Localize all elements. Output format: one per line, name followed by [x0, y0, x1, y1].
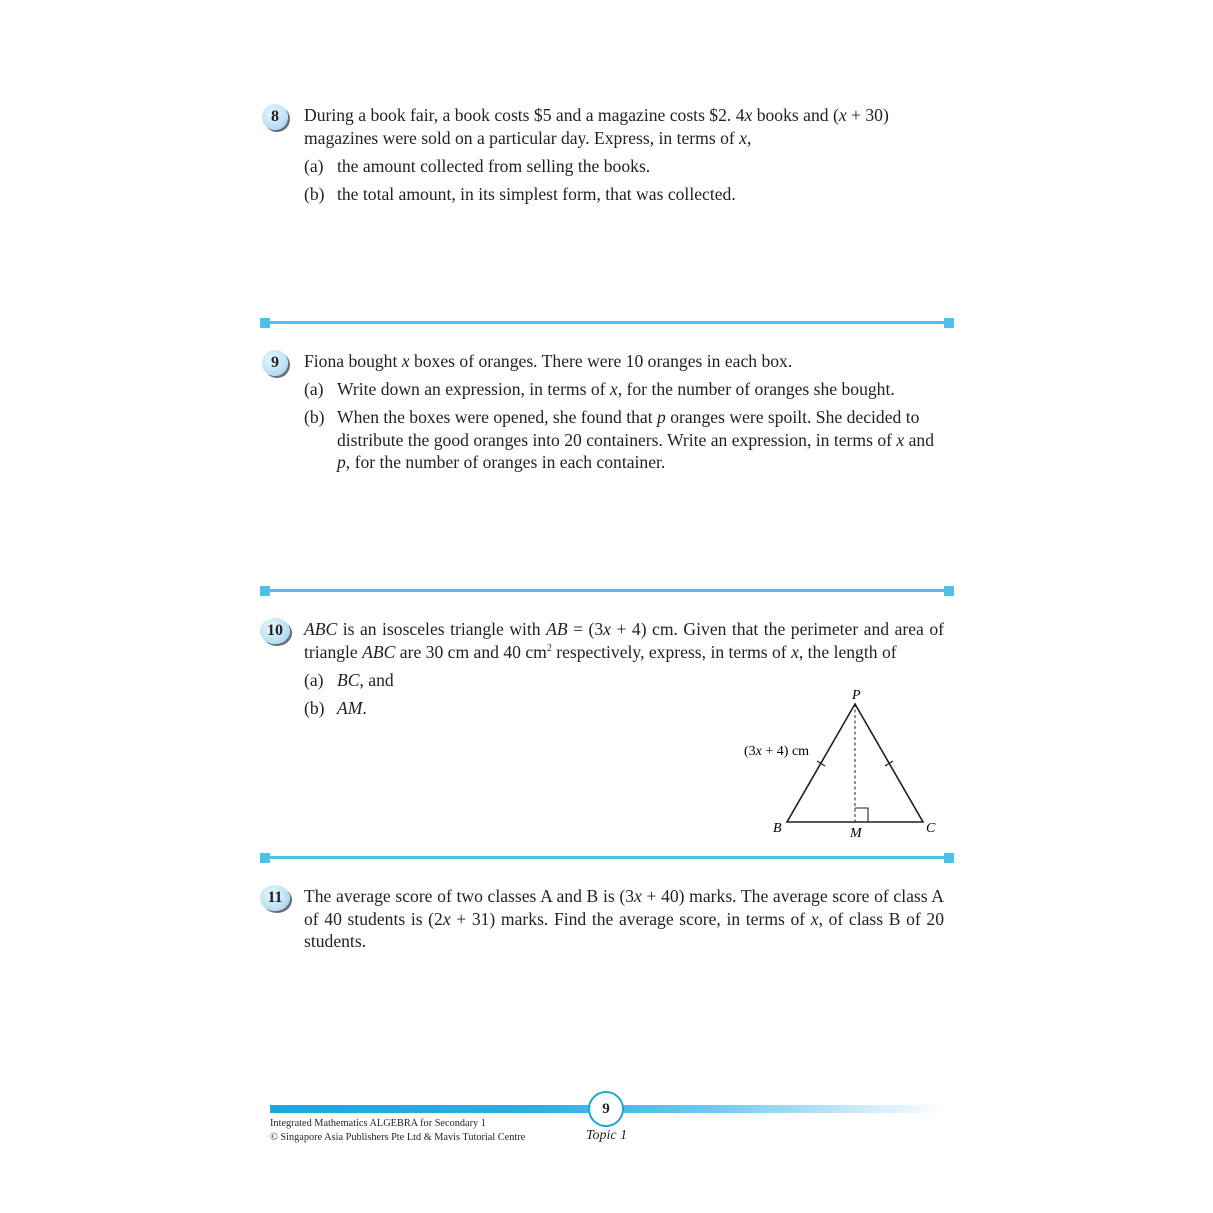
part-label: (b) [304, 407, 325, 427]
vertex-label-b: B [773, 821, 782, 836]
part-label: (b) [304, 183, 325, 204]
question-stem: During a book fair, a book costs $5 and a magazine costs $2. 4x books and (x + 30) magazines were sold on a particular day. Express, in terms of x, [304, 105, 889, 148]
question-stem: Fiona bought x boxes of oranges. There were 10 oranges in each box. [304, 351, 793, 371]
part-text: the total amount, in its simplest form, that was collected. [337, 183, 736, 204]
part-b: (b) When the boxes were opened, she found that p oranges were spoilt. She decided to distribute the good oranges into 20 containers. Write an expression, in terms of x and p, for the number of oranges in each container. [304, 407, 935, 472]
side-length-label: (3x + 4) cm [744, 744, 810, 759]
part-a [304, 155, 952, 178]
part-text: the amount collected from selling the books. [337, 155, 651, 176]
foot-label-m: M [850, 826, 862, 840]
question-number-badge: 11 [260, 885, 290, 911]
question-number-badge: 8 [262, 104, 288, 130]
part-a: (a) Write down an expression, in terms of x, for the number of oranges she bought. [304, 379, 895, 399]
right-angle-mark [855, 808, 868, 822]
vertex-label-p: P [852, 688, 861, 703]
part-a: (a) BC, and [304, 669, 394, 690]
book-title: Integrated Mathematics ALGEBRA for Secondary 1 [270, 1118, 486, 1129]
section-divider [261, 321, 953, 324]
isosceles-triangle-figure [735, 680, 955, 840]
question-stem: ABC is an isosceles triangle with AB = (3x + 4) cm. Given that the perimeter and area of triangle ABC are 30 cm and 40 $cm^2$ respectively, express, in terms of x, the length of [304, 619, 945, 662]
question-number-badge: 9 [262, 350, 288, 376]
part-b: (b) AM. [304, 697, 367, 718]
page-number: 9 [588, 1091, 624, 1127]
part-label: (a) [304, 669, 324, 690]
part-label: (b) [304, 697, 325, 718]
copyright-notice: © Singapore Asia Publishers Pte Ltd & Mavis Tutorial Centre [270, 1132, 526, 1143]
question-stem: The average score of two classes A and B is (3x + 40) marks. The average score of class A of 40 students is (2x + 31) marks. Find the average score, in terms of x, of class B of 20 students. [304, 886, 944, 951]
question-8 [262, 104, 952, 205]
vertex-label-c: C [926, 821, 936, 836]
section-divider [261, 589, 953, 592]
part-label: (a) [304, 155, 324, 176]
question-9 [262, 350, 952, 474]
question-11 [262, 885, 952, 953]
topic-label: Topic 1 [586, 1128, 628, 1143]
footer-credits [270, 1117, 525, 1145]
part-b [304, 183, 952, 206]
part-label: (a) [304, 379, 324, 399]
question-number-badge: 10 [260, 618, 290, 644]
section-divider [261, 856, 953, 859]
